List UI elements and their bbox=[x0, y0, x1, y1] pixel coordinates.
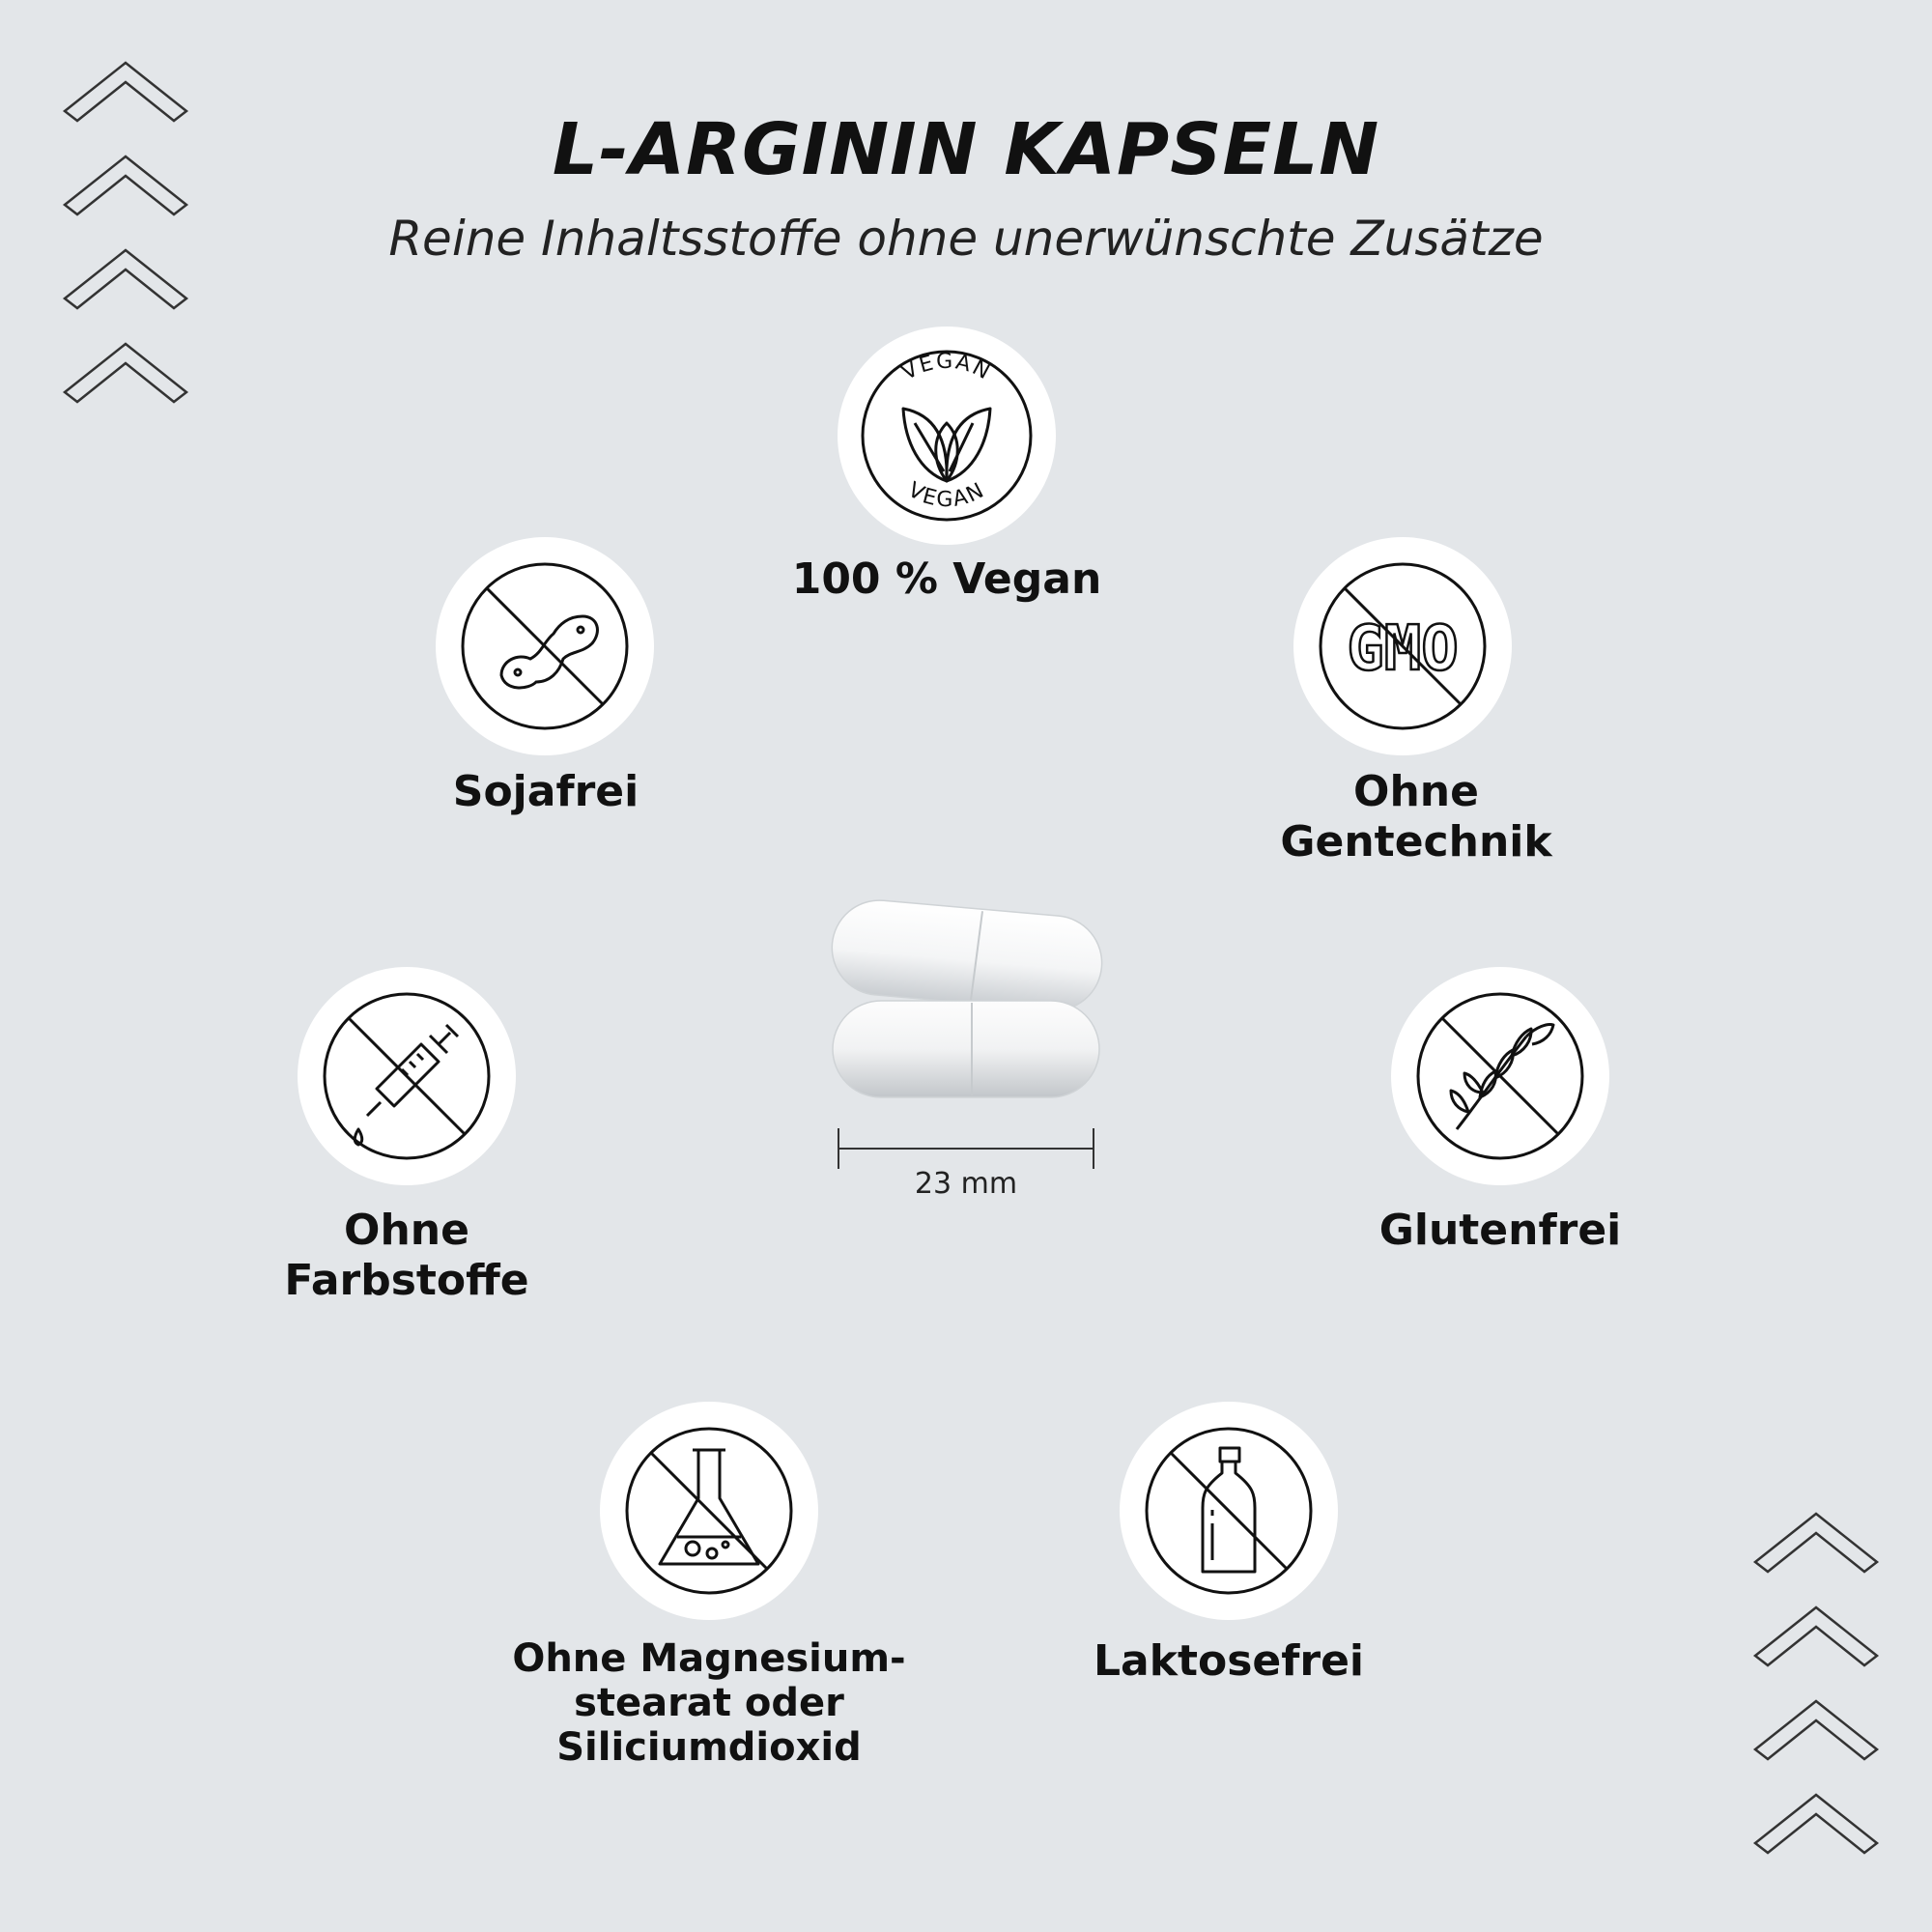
no-gmo-label-line1: Ohne bbox=[1353, 767, 1479, 816]
no-colorants-label bbox=[242, 1206, 571, 1306]
no-gmo-label bbox=[1223, 767, 1609, 867]
vegan-badge bbox=[838, 327, 1056, 545]
no-gmo-badge bbox=[1293, 537, 1512, 755]
no-syringe-icon bbox=[298, 967, 516, 1185]
no-magnesium-badge bbox=[600, 1402, 818, 1620]
no-wheat-icon bbox=[1391, 967, 1609, 1185]
no-colorants-label-line2: Farbstoffe bbox=[284, 1256, 529, 1305]
page-title: L-ARGININ KAPSELN bbox=[552, 108, 1380, 191]
vegan-label: 100 % Vegan bbox=[791, 554, 1102, 604]
soy-free-badge bbox=[436, 537, 654, 755]
gluten-free-label: Glutenfrei bbox=[1378, 1206, 1622, 1255]
lactose-free-label: Laktosefrei bbox=[1093, 1636, 1365, 1686]
no-flask-icon bbox=[600, 1402, 818, 1620]
lactose-free-badge bbox=[1120, 1402, 1338, 1620]
no-gmo-icon bbox=[1293, 537, 1512, 755]
no-magnesium-label-line2: stearat oder bbox=[574, 1681, 844, 1725]
svg-text:VEGAN bbox=[898, 350, 996, 385]
vegan-badge-bottom-text: VEGAN bbox=[903, 477, 990, 513]
leaf-icon bbox=[838, 327, 1056, 545]
chevron-stack-bottom-right bbox=[1750, 1509, 1886, 1876]
no-milk-bottle-icon bbox=[1120, 1402, 1338, 1620]
no-gmo-label-line2: Gentechnik bbox=[1280, 817, 1552, 867]
soy-free-label: Sojafrei bbox=[452, 767, 639, 816]
capsule-size-label: 23 mm bbox=[914, 1167, 1018, 1201]
gluten-free-badge bbox=[1391, 967, 1609, 1185]
no-colorants-badge bbox=[298, 967, 516, 1185]
no-magnesium-label-line1: Ohne Magnesium- bbox=[512, 1636, 906, 1681]
no-soy-icon bbox=[436, 537, 654, 755]
no-colorants-label-line1: Ohne bbox=[344, 1206, 469, 1255]
gmo-badge-text: GMO bbox=[1347, 613, 1459, 685]
vegan-badge-top-text: VEGAN bbox=[897, 349, 996, 386]
no-magnesium-label bbox=[495, 1636, 923, 1770]
page-subtitle: Reine Inhaltsstoffe ohne unerwünschte Zusätze bbox=[388, 211, 1544, 267]
svg-text:VEGAN bbox=[904, 478, 989, 512]
no-magnesium-label-line3: Siliciumdioxid bbox=[556, 1725, 862, 1770]
